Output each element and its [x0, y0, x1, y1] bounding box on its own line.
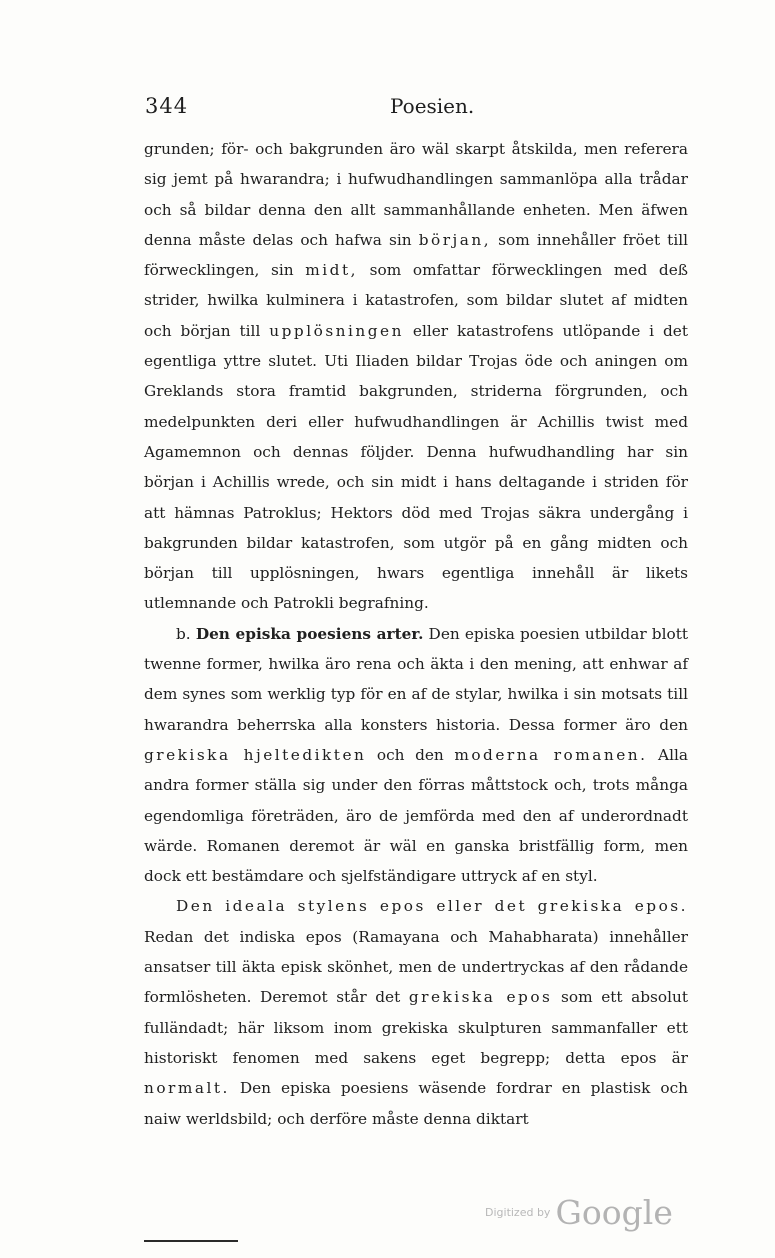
body-text [144, 134, 688, 1134]
paragraph-1 [144, 134, 688, 619]
spaced-term-upplosningen: upplösningen [269, 321, 404, 340]
spaced-term-normalt: normalt. [144, 1079, 230, 1098]
text-run: som ett absolut fulländadt; här liksom inom grekiska skulpturen sammanfaller ett historiskt fenomen med sakens eget begrepp; detta epos är [144, 988, 689, 1067]
text-run: Alla andra former ställa sig under den förras måttstock och, trots många egendomliga företräden, äro de jemförda med den af underordnadt wärde. Romanen deremot är wäl en ganska bristfällig form, men dock ett bestämdare och sjelfständigare uttryck af en styl. [144, 745, 688, 886]
paragraph-2 [144, 619, 688, 892]
text-run: Redan det indiska epos (Ramayana och Mahabharata) innehåller ansatser till äkta episk skönhet, men de undertryckas af den rådande formlösheten. Deremot står det [144, 927, 688, 1007]
paragraph-3 [144, 891, 688, 1133]
section-heading: Den episka poesiens arter. [195, 624, 424, 643]
text-run: eller katastrofens utlöpande i det egentliga yttre slutet. Uti Iliaden bildar Trojas öde och aningen om Greklands stora framtid bakgrunden, striderna förgrunden, och medelpunkten deri eller hufwudhandlingen är Achillis twist med Agamemnon och dennas följder. Denna hufwudhandling har sin början i Achillis wrede, och sin midt i hans deltagande i striden för att hämnas Patroklus; Hektors död med Trojas säkra undergång i bakgrunden bildar katastrofen, som utgör på en gång midten och början till upplösningen, hwars egentliga innehåll är likets utlemnande och Patrokli begrafning. [144, 321, 689, 613]
page-number: 344 [145, 94, 189, 118]
spaced-term-grekiska-hjeltedikten: grekiska hjeltedikten [144, 745, 367, 764]
text-run: Den episka poesien utbildar blott twenne former, hwilka äro rena och äkta i den mening, att enhwar af dem synes som werklig typ för en af de stylar, hwilka i sin motsats till hwarandra beherrska alla konsters historia. Dessa former äro den [144, 624, 688, 734]
spaced-term-borjan: början, [418, 230, 492, 249]
text-run: grunden; för- och bakgrunden äro wäl skarpt åtskilda, men referera sig jemt på hwarandra; i hufwudhandlingen sammanlöpa alla trådar och så bildar denna den allt sammanhållande enheten. Men äfwen denna måste delas och hafwa sin [144, 140, 688, 249]
section-label: b. [176, 624, 191, 643]
subsection-title: Den ideala stylens epos eller det grekiska epos. [176, 897, 688, 916]
google-logo: Google [555, 1193, 673, 1232]
running-head: Poesien. [390, 94, 475, 118]
text-run: som innehåller fröet till förwecklingen, sin [144, 230, 689, 280]
digitized-watermark [485, 1193, 673, 1232]
spaced-term-moderna-romanen: moderna romanen. [454, 745, 648, 764]
watermark-prefix: Digitized by [485, 1206, 551, 1219]
text-run: Den episka poesiens wäsende fordrar en plastisk och naiw werldsbild; och derföre måste denna diktart [144, 1079, 688, 1128]
footer-rule [144, 1240, 238, 1242]
spaced-term-grekiska-epos: grekiska epos [408, 988, 553, 1007]
spaced-term-midt: midt, [305, 261, 358, 280]
page-header [140, 94, 690, 122]
text-run: och den [366, 745, 455, 764]
text-run: som omfattar förwecklingen med deß strider, hwilka kulminera i katastrofen, som bildar slutet af midten och början till [144, 261, 688, 340]
